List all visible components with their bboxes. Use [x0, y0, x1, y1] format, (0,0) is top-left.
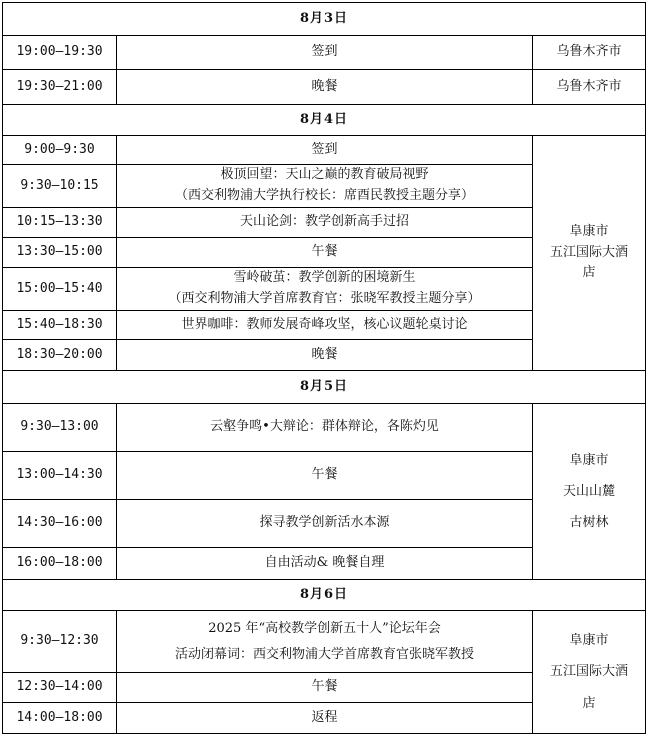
day-header-row	[3, 371, 646, 404]
venue-text: 五江国际大酒	[550, 244, 629, 260]
activity-text: 返程	[311, 709, 338, 725]
activity-cell	[117, 452, 533, 500]
day-date: 8月3日	[3, 3, 646, 36]
activity-cell	[117, 36, 533, 70]
venue-text: 阜康市	[569, 452, 609, 468]
activity-text: 活动闭幕词：西交利物浦大学首席教育官张晓军教授	[174, 646, 474, 662]
activity-text: （西交利物浦大学首席教育官：张晓军教授主题分享）	[168, 291, 481, 306]
venue-cell	[533, 611, 646, 734]
day-date: 8月5日	[3, 371, 646, 404]
activity-cell	[117, 165, 533, 208]
activity-text: 2025 年“高校教学创新五十人”论坛年会	[208, 620, 441, 636]
activity-text: 自由活动& 晚餐自理	[264, 555, 385, 571]
table-row	[3, 36, 646, 70]
time-cell: 18:30–20:00	[3, 340, 117, 371]
activity-text: 雪岭破茧：教学创新的困境新生	[233, 270, 416, 286]
activity-text: 晚餐	[311, 346, 338, 362]
activity-text: 晚餐	[311, 78, 338, 94]
activity-cell	[117, 208, 533, 238]
activity-text: 世界咖啡：教师发展奇峰攻坚，核心议题轮桌讨论	[181, 316, 468, 332]
time-cell: 9:00–9:30	[3, 136, 117, 165]
table-row	[3, 611, 646, 673]
activity-cell	[117, 703, 533, 734]
activity-text: 极顶回望：天山之巅的教育破局视野	[220, 167, 429, 183]
venue-text: 阜康市	[569, 633, 609, 649]
venue-cell	[533, 36, 646, 70]
venue-text: 天山山麓	[563, 483, 616, 499]
activity-cell	[117, 268, 533, 311]
venue-cell	[533, 136, 646, 371]
time-cell: 9:30–12:30	[3, 611, 117, 673]
activity-cell	[117, 70, 533, 105]
time-cell: 14:30–16:00	[3, 500, 117, 548]
table-row	[3, 70, 646, 105]
activity-cell	[117, 673, 533, 703]
activity-text: 云壑争鸣•大辩论：群体辩论，各陈灼见	[210, 419, 439, 435]
activity-cell	[117, 548, 533, 580]
activity-text: 午餐	[311, 679, 338, 695]
venue-text: 店	[582, 695, 596, 711]
table-row	[3, 404, 646, 452]
activity-cell	[117, 611, 533, 673]
activity-cell	[117, 136, 533, 165]
day-date: 8月6日	[3, 580, 646, 611]
venue-cell	[533, 404, 646, 580]
activity-cell	[117, 340, 533, 371]
time-cell: 19:30–21:00	[3, 70, 117, 105]
day-header-row	[3, 105, 646, 136]
day-date: 8月4日	[3, 105, 646, 136]
venue-text: 乌鲁木齐市	[556, 78, 622, 94]
time-cell: 13:30–15:00	[3, 238, 117, 268]
table-row	[3, 136, 646, 165]
activity-text: 午餐	[311, 244, 338, 260]
time-cell: 14:00–18:00	[3, 703, 117, 734]
venue-text: 店	[582, 265, 596, 281]
venue-cell	[533, 70, 646, 105]
time-cell: 15:00–15:40	[3, 268, 117, 311]
venue-text: 阜康市	[569, 223, 609, 239]
venue-text: 古树林	[569, 515, 609, 531]
day-header-row	[3, 3, 646, 36]
activity-text: 探寻教学创新活水本源	[259, 515, 390, 531]
activity-cell	[117, 238, 533, 268]
venue-text: 乌鲁木齐市	[556, 44, 622, 60]
time-cell: 12:30–14:00	[3, 673, 117, 703]
activity-text: 午餐	[311, 467, 338, 483]
time-cell: 16:00–18:00	[3, 548, 117, 580]
time-cell: 13:00–14:30	[3, 452, 117, 500]
time-cell: 19:00–19:30	[3, 36, 117, 70]
activity-text: 签到	[311, 44, 338, 60]
day-header-row	[3, 580, 646, 611]
time-cell: 15:40–18:30	[3, 311, 117, 340]
activity-text: 签到	[311, 141, 338, 157]
activity-cell	[117, 404, 533, 452]
time-cell: 9:30–13:00	[3, 404, 117, 452]
activity-text: 天山论剑：教学创新高手过招	[239, 214, 409, 230]
venue-text: 五江国际大酒	[550, 664, 629, 680]
activity-cell	[117, 500, 533, 548]
schedule-table	[2, 2, 646, 734]
time-cell: 10:15–13:30	[3, 208, 117, 238]
time-cell: 9:30–10:15	[3, 165, 117, 208]
activity-text: （西交利物浦大学执行校长：席酉民教授主题分享）	[174, 188, 474, 203]
activity-cell	[117, 311, 533, 340]
